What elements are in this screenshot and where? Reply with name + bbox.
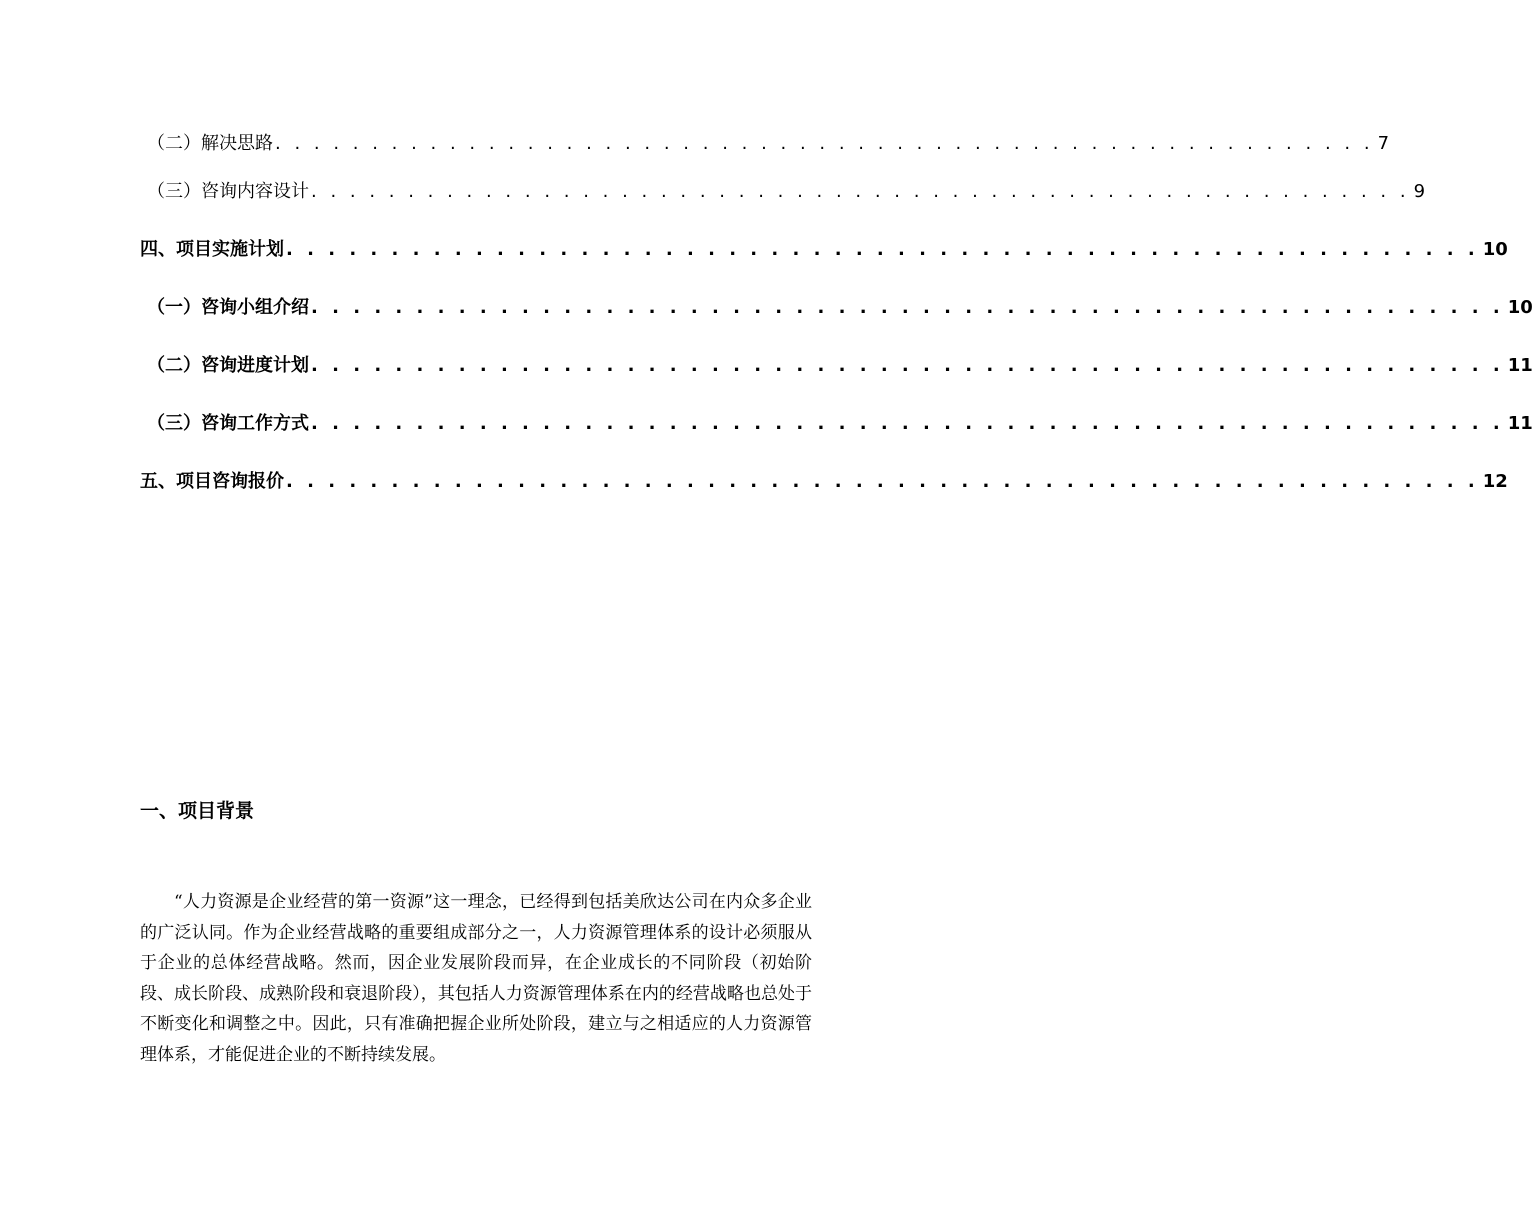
toc-leader: . . . . . . . . . . . . . . . . . . . . . . . . . . . . . . . . . . . . . . . . . . . . . . . . . . . . . . . . .	[286, 239, 1479, 260]
toc-leader: . . . . . . . . . . . . . . . . . . . . . . . . . . . . . . . . . . . . . . . . . . . . . . . . . . . . . . . . .	[311, 297, 1504, 318]
toc-leader: . . . . . . . . . . . . . . . . . . . . . . . . . . . . . . . . . . . . . . . . . . . . . . . . . . . . . . . . .	[286, 471, 1479, 492]
toc-entry-label: （三）咨询工作方式	[147, 413, 309, 434]
toc-entry[interactable]	[140, 132, 1390, 156]
toc-entry[interactable]	[140, 296, 1533, 320]
toc-entry-page: 9	[1413, 181, 1426, 202]
toc-entry-page: 12	[1482, 471, 1508, 492]
toc-entry[interactable]	[140, 354, 1533, 378]
section-paragraph: “人力资源是企业经营的第一资源”这一理念，已经得到包括美欣达公司在内众多企业的广泛认同。作为企业经营战略的重要组成部分之一，人力资源管理体系的设计必须服从于企业的总体经营战略。然而，因企业发展阶段而异，在企业成长的不同阶段（初始阶段、成长阶段、成熟阶段和衰退阶段），其包括人力资源管理体系在内的经营战略也总处于不断变化和调整之中。因此，只有准确把握企业所处阶段，建立与之相适应的人力资源管理体系，才能促进企业的不断持续发展。	[140, 892, 812, 1065]
section-heading: 一、项目背景	[140, 800, 255, 822]
toc-entry-page: 11	[1507, 413, 1533, 434]
toc-entry-page: 11	[1507, 355, 1533, 376]
toc-entry-label: （三）咨询内容设计	[147, 181, 309, 202]
toc-entry[interactable]	[140, 180, 1426, 204]
toc-entry-label: 五、项目咨询报价	[140, 471, 284, 492]
toc-leader: . . . . . . . . . . . . . . . . . . . . . . . . . . . . . . . . . . . . . . . . . . . . . . . . . . . . . . . . .	[311, 355, 1504, 376]
toc-leader: . . . . . . . . . . . . . . . . . . . . . . . . . . . . . . . . . . . . . . . . . . . . . . . . . . . . . . . . .	[275, 133, 1374, 154]
toc-entry-label: （一）咨询小组介绍	[147, 297, 309, 318]
toc-leader: . . . . . . . . . . . . . . . . . . . . . . . . . . . . . . . . . . . . . . . . . . . . . . . . . . . . . . . . .	[311, 413, 1504, 434]
toc-entry[interactable]	[140, 412, 1533, 436]
toc-entry-label: （二）解决思路	[147, 133, 273, 154]
toc-entry-page: 10	[1482, 239, 1508, 260]
toc-entry[interactable]	[140, 238, 1508, 262]
toc-leader: . . . . . . . . . . . . . . . . . . . . . . . . . . . . . . . . . . . . . . . . . . . . . . . . . . . . . . . . .	[311, 181, 1410, 202]
toc-entry-page: 7	[1377, 133, 1390, 154]
toc-entry-label: （二）咨询进度计划	[147, 355, 309, 376]
toc-entry-label: 四、项目实施计划	[140, 239, 284, 260]
toc-entry-page: 10	[1507, 297, 1533, 318]
toc-entry[interactable]	[140, 470, 1508, 494]
